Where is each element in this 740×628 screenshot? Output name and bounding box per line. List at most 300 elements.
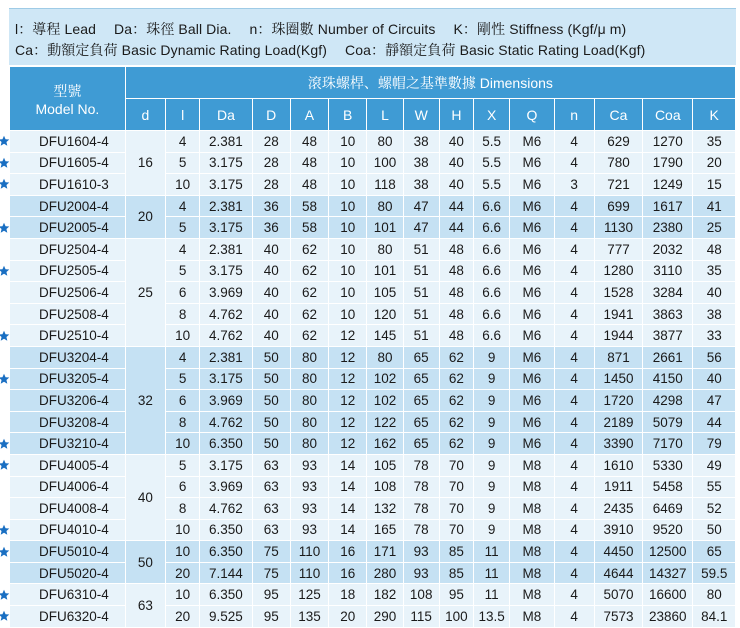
value-cell-ca: 871 xyxy=(594,346,642,368)
value-cell-n: 4 xyxy=(554,325,594,347)
star-icon xyxy=(0,178,10,190)
value-cell-a: 93 xyxy=(290,476,328,498)
shaft-diameter-cell: 32 xyxy=(125,346,165,454)
value-cell-l: 4 xyxy=(166,346,200,368)
value-cell-h: 44 xyxy=(439,217,473,239)
value-cell-a: 135 xyxy=(290,606,328,628)
value-cell-x: 6.6 xyxy=(474,217,510,239)
value-cell-h: 70 xyxy=(439,498,473,520)
value-cell-k: 50 xyxy=(693,519,736,541)
value-cell-da: 9.525 xyxy=(200,606,252,628)
model-cell: DFU5020-4 xyxy=(10,562,126,584)
value-cell-a: 93 xyxy=(290,498,328,520)
table-row xyxy=(10,303,736,325)
value-cell-l: 102 xyxy=(367,390,403,412)
value-cell-k: 56 xyxy=(693,346,736,368)
shaft-diameter-cell: 40 xyxy=(125,454,165,540)
column-header-b: B xyxy=(329,99,367,131)
legend-lead: l：導程 Lead xyxy=(15,21,97,37)
value-cell-h: 48 xyxy=(439,260,473,282)
value-cell-n: 4 xyxy=(554,131,594,153)
table-row xyxy=(10,131,736,153)
value-cell-k: 15 xyxy=(693,174,736,196)
star-icon xyxy=(0,438,10,450)
value-cell-ca: 1610 xyxy=(594,454,642,476)
table-row xyxy=(10,195,736,217)
value-cell-w: 51 xyxy=(403,282,439,304)
value-cell-h: 62 xyxy=(439,346,473,368)
table-row xyxy=(10,584,736,606)
value-cell-x: 9 xyxy=(474,368,510,390)
value-cell-coa: 4150 xyxy=(643,368,693,390)
table-row xyxy=(10,325,736,347)
value-cell-da: 3.175 xyxy=(200,454,252,476)
value-cell-d: 50 xyxy=(252,433,290,455)
value-cell-d: 75 xyxy=(252,541,290,563)
value-cell-x: 11 xyxy=(474,562,510,584)
value-cell-h: 70 xyxy=(439,476,473,498)
table-row xyxy=(10,152,736,174)
value-cell-d: 28 xyxy=(252,174,290,196)
value-cell-da: 3.969 xyxy=(200,476,252,498)
value-cell-l: 80 xyxy=(367,238,403,260)
value-cell-da: 2.381 xyxy=(200,346,252,368)
value-cell-b: 10 xyxy=(329,131,367,153)
value-cell-coa: 6469 xyxy=(643,498,693,520)
legend-line-1 xyxy=(15,19,626,39)
value-cell-l: 100 xyxy=(367,152,403,174)
column-header-w: W xyxy=(403,99,439,131)
value-cell-d: 95 xyxy=(252,584,290,606)
star-icon xyxy=(0,589,10,601)
value-cell-n: 4 xyxy=(554,346,594,368)
value-cell-l: 5 xyxy=(166,260,200,282)
value-cell-q: M6 xyxy=(510,282,554,304)
value-cell-w: 65 xyxy=(403,346,439,368)
value-cell-q: M8 xyxy=(510,519,554,541)
value-cell-q: M6 xyxy=(510,390,554,412)
legend-circuits: n：珠圈數 Number of Circuits xyxy=(249,21,436,37)
value-cell-a: 80 xyxy=(290,411,328,433)
value-cell-k: 40 xyxy=(693,282,736,304)
value-cell-k: 35 xyxy=(693,131,736,153)
model-cell: DFU3206-4 xyxy=(10,390,126,412)
value-cell-n: 4 xyxy=(554,303,594,325)
value-cell-l: 165 xyxy=(367,519,403,541)
table-row xyxy=(10,476,736,498)
value-cell-k: 35 xyxy=(693,260,736,282)
column-header-da: Da xyxy=(200,99,252,131)
value-cell-q: M6 xyxy=(510,411,554,433)
value-cell-a: 62 xyxy=(290,238,328,260)
column-header-q: Q xyxy=(510,99,554,131)
value-cell-l: 101 xyxy=(367,217,403,239)
value-cell-a: 62 xyxy=(290,282,328,304)
value-cell-l: 10 xyxy=(166,325,200,347)
star-icon xyxy=(0,135,10,147)
value-cell-da: 3.969 xyxy=(200,390,252,412)
value-cell-coa: 2380 xyxy=(643,217,693,239)
value-cell-b: 16 xyxy=(329,562,367,584)
value-cell-l: 10 xyxy=(166,584,200,606)
value-cell-w: 65 xyxy=(403,411,439,433)
value-cell-n: 4 xyxy=(554,541,594,563)
value-cell-l: 105 xyxy=(367,282,403,304)
value-cell-ca: 1720 xyxy=(594,390,642,412)
value-cell-l: 102 xyxy=(367,368,403,390)
value-cell-l: 171 xyxy=(367,541,403,563)
value-cell-n: 4 xyxy=(554,454,594,476)
shaft-diameter-cell: 25 xyxy=(125,238,165,346)
dimensions-table xyxy=(9,66,736,628)
model-cell: DFU1610-3 xyxy=(10,174,126,196)
value-cell-ca: 3910 xyxy=(594,519,642,541)
value-cell-d: 40 xyxy=(252,260,290,282)
value-cell-ca: 4644 xyxy=(594,562,642,584)
value-cell-n: 4 xyxy=(554,562,594,584)
value-cell-x: 9 xyxy=(474,498,510,520)
value-cell-l: 132 xyxy=(367,498,403,520)
value-cell-l: 108 xyxy=(367,476,403,498)
value-cell-k: 49 xyxy=(693,454,736,476)
value-cell-coa: 1270 xyxy=(643,131,693,153)
value-cell-n: 4 xyxy=(554,217,594,239)
value-cell-n: 3 xyxy=(554,174,594,196)
value-cell-d: 40 xyxy=(252,303,290,325)
model-cell: DFU4010-4 xyxy=(10,519,126,541)
value-cell-da: 7.144 xyxy=(200,562,252,584)
value-cell-coa: 9520 xyxy=(643,519,693,541)
value-cell-w: 108 xyxy=(403,584,439,606)
value-cell-ca: 4450 xyxy=(594,541,642,563)
value-cell-l: 20 xyxy=(166,606,200,628)
value-cell-d: 40 xyxy=(252,238,290,260)
value-cell-l: 10 xyxy=(166,541,200,563)
value-cell-n: 4 xyxy=(554,411,594,433)
value-cell-h: 62 xyxy=(439,390,473,412)
table-row xyxy=(10,411,736,433)
value-cell-q: M8 xyxy=(510,584,554,606)
value-cell-l: 8 xyxy=(166,498,200,520)
value-cell-l: 4 xyxy=(166,238,200,260)
value-cell-q: M6 xyxy=(510,346,554,368)
value-cell-x: 5.5 xyxy=(474,152,510,174)
shaft-diameter-cell: 63 xyxy=(125,584,165,627)
value-cell-da: 3.175 xyxy=(200,174,252,196)
value-cell-l: 5 xyxy=(166,152,200,174)
value-cell-ca: 780 xyxy=(594,152,642,174)
value-cell-q: M6 xyxy=(510,152,554,174)
value-cell-l: 290 xyxy=(367,606,403,628)
value-cell-q: M8 xyxy=(510,476,554,498)
value-cell-d: 50 xyxy=(252,368,290,390)
value-cell-da: 4.762 xyxy=(200,325,252,347)
value-cell-w: 38 xyxy=(403,152,439,174)
value-cell-k: 59.5 xyxy=(693,562,736,584)
model-cell: DFU4006-4 xyxy=(10,476,126,498)
model-cell: DFU2504-4 xyxy=(10,238,126,260)
value-cell-a: 125 xyxy=(290,584,328,606)
value-cell-b: 18 xyxy=(329,584,367,606)
value-cell-ca: 699 xyxy=(594,195,642,217)
value-cell-h: 95 xyxy=(439,584,473,606)
value-cell-q: M6 xyxy=(510,217,554,239)
value-cell-coa: 7170 xyxy=(643,433,693,455)
value-cell-da: 3.175 xyxy=(200,217,252,239)
value-cell-n: 4 xyxy=(554,476,594,498)
value-cell-h: 48 xyxy=(439,282,473,304)
column-header-coa: Coa xyxy=(643,99,693,131)
value-cell-a: 93 xyxy=(290,519,328,541)
value-cell-d: 40 xyxy=(252,282,290,304)
table-row xyxy=(10,519,736,541)
value-cell-k: 20 xyxy=(693,152,736,174)
value-cell-q: M6 xyxy=(510,325,554,347)
value-cell-l: 122 xyxy=(367,411,403,433)
model-cell: DFU2510-4 xyxy=(10,325,126,347)
value-cell-a: 58 xyxy=(290,217,328,239)
value-cell-l: 5 xyxy=(166,454,200,476)
value-cell-coa: 3863 xyxy=(643,303,693,325)
value-cell-x: 11 xyxy=(474,541,510,563)
value-cell-n: 4 xyxy=(554,152,594,174)
value-cell-da: 4.762 xyxy=(200,303,252,325)
shaft-diameter-cell: 50 xyxy=(125,541,165,584)
table-row xyxy=(10,238,736,260)
value-cell-l: 4 xyxy=(166,131,200,153)
value-cell-x: 9 xyxy=(474,433,510,455)
value-cell-x: 11 xyxy=(474,584,510,606)
value-cell-a: 80 xyxy=(290,433,328,455)
value-cell-n: 4 xyxy=(554,260,594,282)
value-cell-coa: 2661 xyxy=(643,346,693,368)
value-cell-x: 6.6 xyxy=(474,303,510,325)
value-cell-w: 47 xyxy=(403,217,439,239)
value-cell-coa: 2032 xyxy=(643,238,693,260)
legend-static-load: Coa：靜額定負荷 Basic Static Rating Load(Kgf) xyxy=(345,42,646,58)
value-cell-d: 28 xyxy=(252,131,290,153)
value-cell-n: 4 xyxy=(554,390,594,412)
value-cell-k: 65 xyxy=(693,541,736,563)
model-cell: DFU1604-4 xyxy=(10,131,126,153)
value-cell-l: 10 xyxy=(166,519,200,541)
value-cell-b: 12 xyxy=(329,325,367,347)
value-cell-d: 63 xyxy=(252,498,290,520)
column-header-l: L xyxy=(367,99,403,131)
model-cell: DFU5010-4 xyxy=(10,541,126,563)
value-cell-k: 44 xyxy=(693,411,736,433)
value-cell-a: 80 xyxy=(290,368,328,390)
value-cell-q: M8 xyxy=(510,541,554,563)
value-cell-k: 47 xyxy=(693,390,736,412)
value-cell-d: 95 xyxy=(252,606,290,628)
value-cell-x: 9 xyxy=(474,390,510,412)
value-cell-coa: 1790 xyxy=(643,152,693,174)
value-cell-w: 93 xyxy=(403,562,439,584)
value-cell-da: 6.350 xyxy=(200,519,252,541)
model-cell: DFU2005-4 xyxy=(10,217,126,239)
value-cell-w: 51 xyxy=(403,303,439,325)
value-cell-h: 40 xyxy=(439,131,473,153)
value-cell-x: 9 xyxy=(474,454,510,476)
value-cell-d: 36 xyxy=(252,217,290,239)
star-icon xyxy=(0,330,10,342)
value-cell-coa: 14327 xyxy=(643,562,693,584)
value-cell-w: 51 xyxy=(403,238,439,260)
value-cell-da: 4.762 xyxy=(200,498,252,520)
value-cell-q: M8 xyxy=(510,498,554,520)
table-row xyxy=(10,498,736,520)
value-cell-h: 48 xyxy=(439,325,473,347)
model-cell: DFU6320-4 xyxy=(10,606,126,628)
value-cell-ca: 629 xyxy=(594,131,642,153)
value-cell-a: 48 xyxy=(290,152,328,174)
value-cell-ca: 5070 xyxy=(594,584,642,606)
value-cell-coa: 5458 xyxy=(643,476,693,498)
value-cell-coa: 3877 xyxy=(643,325,693,347)
value-cell-coa: 12500 xyxy=(643,541,693,563)
value-cell-a: 62 xyxy=(290,325,328,347)
column-header-n: n xyxy=(554,99,594,131)
value-cell-coa: 23860 xyxy=(643,606,693,628)
value-cell-da: 2.381 xyxy=(200,195,252,217)
value-cell-da: 4.762 xyxy=(200,411,252,433)
value-cell-b: 10 xyxy=(329,152,367,174)
value-cell-l: 6 xyxy=(166,282,200,304)
value-cell-d: 28 xyxy=(252,152,290,174)
value-cell-a: 48 xyxy=(290,131,328,153)
value-cell-l: 5 xyxy=(166,368,200,390)
header-model-en: Model No. xyxy=(35,100,100,117)
value-cell-a: 110 xyxy=(290,562,328,584)
value-cell-h: 62 xyxy=(439,411,473,433)
column-header-k: K xyxy=(693,99,736,131)
column-header-a: A xyxy=(290,99,328,131)
model-cell: DFU3205-4 xyxy=(10,368,126,390)
value-cell-h: 70 xyxy=(439,454,473,476)
value-cell-q: M6 xyxy=(510,433,554,455)
value-cell-l: 5 xyxy=(166,217,200,239)
value-cell-d: 40 xyxy=(252,325,290,347)
value-cell-ca: 1944 xyxy=(594,325,642,347)
value-cell-n: 4 xyxy=(554,433,594,455)
value-cell-k: 52 xyxy=(693,498,736,520)
value-cell-q: M6 xyxy=(510,131,554,153)
value-cell-q: M6 xyxy=(510,238,554,260)
value-cell-coa: 1249 xyxy=(643,174,693,196)
model-cell: DFU3204-4 xyxy=(10,346,126,368)
value-cell-l: 182 xyxy=(367,584,403,606)
value-cell-n: 4 xyxy=(554,195,594,217)
value-cell-a: 80 xyxy=(290,346,328,368)
value-cell-n: 4 xyxy=(554,238,594,260)
value-cell-l: 8 xyxy=(166,411,200,433)
star-icon xyxy=(0,373,10,385)
table-row xyxy=(10,606,736,628)
value-cell-coa: 16600 xyxy=(643,584,693,606)
value-cell-h: 40 xyxy=(439,152,473,174)
star-icon xyxy=(0,546,10,558)
value-cell-coa: 4298 xyxy=(643,390,693,412)
legend-box xyxy=(9,8,736,65)
header-dimensions: 滾珠螺桿、螺帽之基準數據 Dimensions xyxy=(125,67,735,99)
value-cell-q: M6 xyxy=(510,303,554,325)
value-cell-h: 40 xyxy=(439,174,473,196)
value-cell-b: 12 xyxy=(329,346,367,368)
value-cell-l: 120 xyxy=(367,303,403,325)
value-cell-ca: 1280 xyxy=(594,260,642,282)
value-cell-b: 12 xyxy=(329,368,367,390)
value-cell-w: 47 xyxy=(403,195,439,217)
value-cell-w: 78 xyxy=(403,454,439,476)
value-cell-b: 10 xyxy=(329,217,367,239)
value-cell-d: 50 xyxy=(252,411,290,433)
value-cell-ca: 2189 xyxy=(594,411,642,433)
value-cell-l: 101 xyxy=(367,260,403,282)
value-cell-b: 10 xyxy=(329,195,367,217)
value-cell-l: 8 xyxy=(166,303,200,325)
value-cell-l: 280 xyxy=(367,562,403,584)
value-cell-k: 40 xyxy=(693,368,736,390)
value-cell-x: 9 xyxy=(474,411,510,433)
value-cell-q: M8 xyxy=(510,454,554,476)
table-row xyxy=(10,346,736,368)
value-cell-k: 84.1 xyxy=(693,606,736,628)
value-cell-n: 4 xyxy=(554,498,594,520)
value-cell-q: M8 xyxy=(510,606,554,628)
value-cell-b: 14 xyxy=(329,476,367,498)
table-row xyxy=(10,260,736,282)
value-cell-b: 20 xyxy=(329,606,367,628)
shaft-diameter-cell: 16 xyxy=(125,131,165,196)
value-cell-n: 4 xyxy=(554,519,594,541)
value-cell-x: 9 xyxy=(474,476,510,498)
legend-ball-dia: Da：珠徑 Ball Dia. xyxy=(114,21,232,37)
table-row xyxy=(10,454,736,476)
value-cell-d: 75 xyxy=(252,562,290,584)
value-cell-da: 3.175 xyxy=(200,260,252,282)
value-cell-q: M6 xyxy=(510,174,554,196)
value-cell-l: 162 xyxy=(367,433,403,455)
value-cell-ca: 7573 xyxy=(594,606,642,628)
model-cell: DFU2505-4 xyxy=(10,260,126,282)
value-cell-d: 63 xyxy=(252,454,290,476)
value-cell-ca: 1911 xyxy=(594,476,642,498)
value-cell-x: 5.5 xyxy=(474,131,510,153)
value-cell-b: 14 xyxy=(329,454,367,476)
value-cell-x: 6.6 xyxy=(474,238,510,260)
value-cell-ca: 1130 xyxy=(594,217,642,239)
value-cell-ca: 3390 xyxy=(594,433,642,455)
value-cell-l: 80 xyxy=(367,195,403,217)
value-cell-q: M6 xyxy=(510,195,554,217)
header-model xyxy=(10,67,126,131)
star-icon xyxy=(0,157,10,169)
value-cell-da: 6.350 xyxy=(200,433,252,455)
value-cell-da: 6.350 xyxy=(200,541,252,563)
value-cell-d: 36 xyxy=(252,195,290,217)
value-cell-l: 118 xyxy=(367,174,403,196)
value-cell-h: 44 xyxy=(439,195,473,217)
value-cell-k: 25 xyxy=(693,217,736,239)
value-cell-ca: 1450 xyxy=(594,368,642,390)
value-cell-l: 10 xyxy=(166,174,200,196)
value-cell-w: 78 xyxy=(403,519,439,541)
value-cell-w: 38 xyxy=(403,174,439,196)
value-cell-x: 6.6 xyxy=(474,260,510,282)
value-cell-a: 48 xyxy=(290,174,328,196)
value-cell-a: 62 xyxy=(290,260,328,282)
